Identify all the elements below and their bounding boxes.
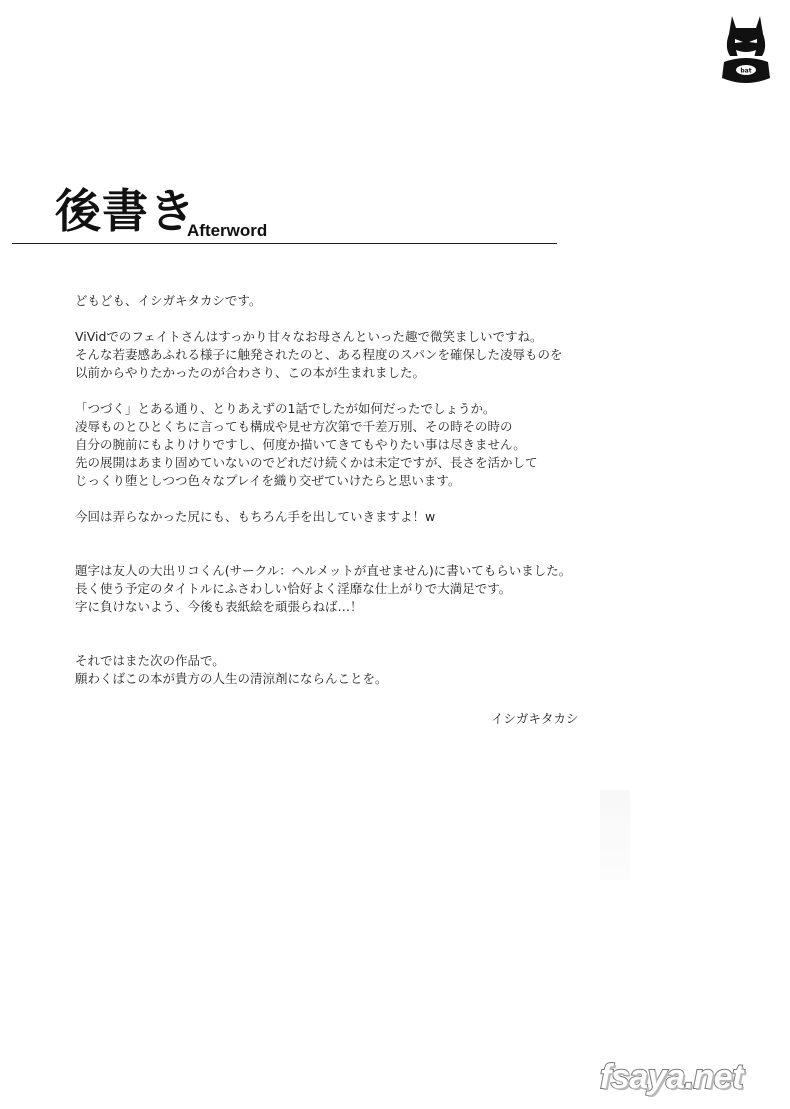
text-line: 自分の腕前にもよりけりですし、何度か描いてきてもやりたい事は尽きません。: [75, 437, 526, 452]
paragraph: [75, 508, 675, 526]
text-line: 先の展開はあまり固めていないのでどれだけ続くかは未定ですが、長さを活かして: [75, 455, 538, 470]
paragraph: [75, 400, 675, 490]
text-line: 願わくばこの本が貴方の人生の清涼剤にならんことを。: [75, 671, 388, 686]
paragraph: [75, 292, 675, 310]
text-line: ViVidでのフェイトさんはすっかり甘々なお母さんといった趣で微笑ましいですね。: [75, 329, 543, 344]
title-divider: [12, 243, 557, 244]
text-line: どもども、イシガキタカシです。: [75, 293, 262, 308]
text-line: それではまた次の作品で。: [75, 653, 225, 668]
text-line: そんな若妻感あふれる様子に触発されたのと、ある程度のスパンを確保した凌辱ものを: [75, 347, 563, 362]
logo-text: bat: [740, 67, 752, 75]
afterword-body: [75, 292, 675, 688]
scan-smudge: [600, 790, 630, 880]
page-title: 後書き: [55, 184, 196, 238]
paragraph: [75, 562, 675, 616]
text-line: 以前からやりたかったのが合わさり、この本が生まれました。: [75, 365, 426, 380]
text-line: 字に負けないよう、今後も表紙絵を頑張らねば…！: [75, 599, 363, 614]
author-signature: イシガキタカシ: [491, 711, 579, 726]
site-watermark: fsaya.net: [600, 1058, 743, 1096]
text-line: 今回は弄らなかった尻にも、もちろん手を出していきますよ！w: [75, 509, 436, 524]
text-line: じっくり堕としつつ色々なプレイを織り交ぜていけたらと思います。: [75, 473, 461, 488]
text-line: 長く使う予定のタイトルにふさわしい恰好よく淫靡な仕上がりで大満足です。: [75, 581, 512, 596]
paragraph: [75, 328, 675, 382]
text-line: 凌辱ものとひとくちに言っても構成や見せ方次第で千差万別、その時その時の: [75, 419, 513, 434]
text-line: 題字は友人の大出リコくん(サークル：ヘルメットが直せません)に書いてもらいました。: [75, 563, 572, 578]
text-line: 「つづく」とある通り、とりあえずの1話でしたが如何だったでしょうか。: [75, 401, 496, 416]
paragraph: [75, 652, 675, 688]
page-subtitle: Afterword: [187, 221, 268, 240]
bat-mask-icon: [718, 12, 774, 88]
